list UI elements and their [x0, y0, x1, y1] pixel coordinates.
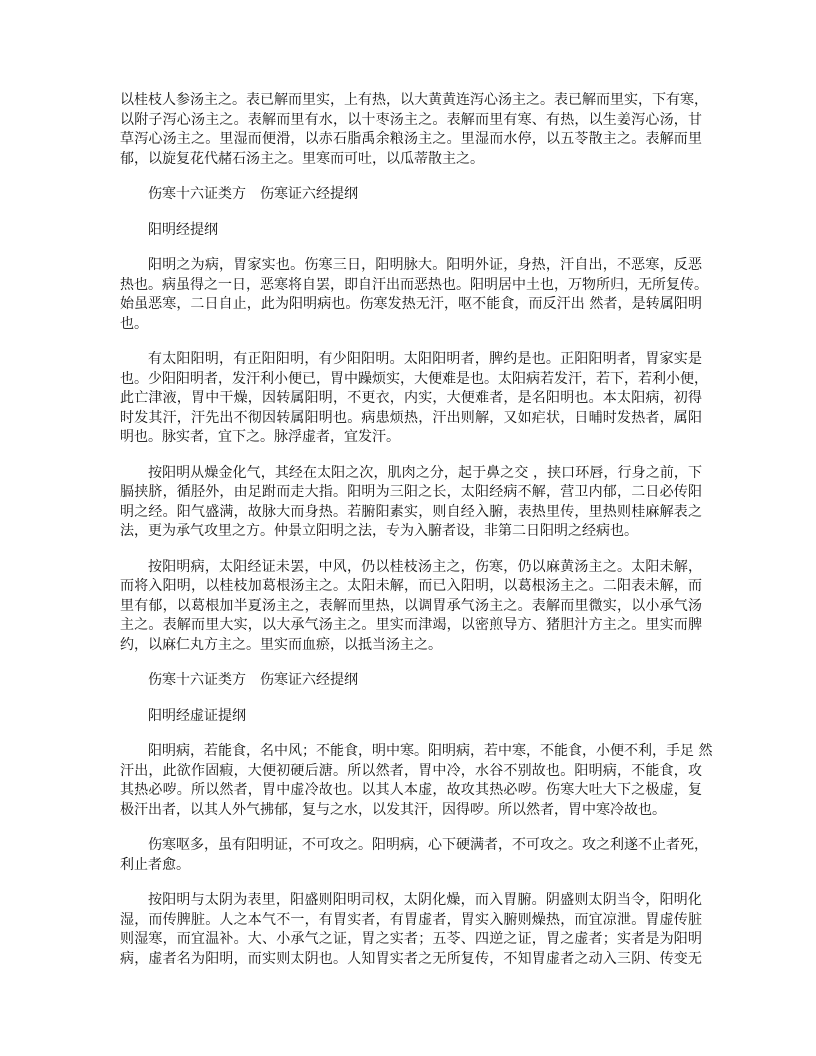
text-line: 则湿寒，而宜温补。大、小承气之证，胃之实者；五苓、四逆之证，胃之虚者；实者是为阳明: [120, 931, 702, 947]
text-line: 主之。表解而里大实，以大承气汤主之。里实而津竭，以密煎导方、猪胆汁方主之。里实而脾: [120, 617, 702, 633]
text-line: 阳明经提纲: [148, 221, 218, 238]
text-line: 始虽恶寒，二日自止，此为阳明病也。伤寒发热无汗，呕不能食，而反汗出 然者，是转属阳明: [120, 296, 702, 312]
text-line: 也。少阳阳明者，发汗利小便已，胃中躁烦实，大便难是也。太阳病若发汗，若下，若利小便，: [120, 370, 708, 387]
body-paragraph: [120, 891, 702, 969]
text-line: 伤寒呕多，虽有阳明证，不可攻之。阳明病，心下硬满者，不可攻之。攻之利遂不止者死，: [148, 837, 708, 853]
text-line: 时发其汗，汗先出不彻因转属阳明也。病患烦热，汗出则解，又如疟状，日晡时发热者，属阳: [120, 409, 702, 426]
body-paragraph: [120, 91, 708, 169]
text-line: 阳明之为病，胃家实也。伤寒三日，阳明脉大。阳明外证，身热，汗自出，不恶寒，反恶: [148, 257, 702, 273]
section-heading: [120, 185, 702, 205]
text-line: 病，虚者名为阳明，而实则太阴也。人知胃实者之无所复传，不知胃虚者之动入三阴、传变无: [120, 950, 702, 967]
section-heading: [120, 221, 702, 241]
text-line: 按阳明与太阴为表里，阳盛则阳明司权，太阴化燥，而入胃腑。阴盛则太阴当令，阳明化: [148, 892, 702, 908]
text-line: 法，更为承气攻里之方。仲景立阳明之法，专为入腑者设，非第二日阳明之经病也。: [120, 523, 638, 539]
text-line: 也。: [120, 315, 148, 332]
text-line: 按阳明病，太阳经证未罢，中风，仍以桂枝汤主之，伤寒，仍以麻黄汤主之。太阳未解，: [148, 558, 702, 575]
text-line: 极汗出者，以其人外气拂郁，复与之水，以发其汗，因得哕。所以然者，胃中寒冷故也。: [120, 801, 666, 818]
text-line: 按阳明从燥金化气，其经在太阳之次，肌肉之分，起于鼻之交 ，挟口环唇，行身之前，下: [148, 464, 702, 481]
text-line: 草泻心汤主之。里湿而便滑，以赤石脂禹余粮汤主之。里湿而水停，以五苓散主之。表解而里: [120, 131, 702, 147]
body-paragraph: [120, 464, 702, 542]
text-line: 其热必哕。所以然者，胃中虚冷故也。以其人本虚，故攻其热必哕。伤寒大吐大下之极虚，复: [120, 782, 702, 798]
section-heading: [120, 707, 702, 727]
body-paragraph: [120, 742, 713, 820]
body-paragraph: [120, 256, 708, 334]
text-line: 汗出，此欲作固瘕，大便初硬后溏。所以然者，胃中冷，水谷不别故也。阳明病，不能食，攻: [120, 762, 702, 779]
body-paragraph: [120, 350, 708, 448]
text-line: 里有郁，以葛根加半夏汤主之，表解而里热，以调胃承气汤主之。表解而里微实，以小承气汤: [120, 597, 702, 614]
text-line: 约，以麻仁丸方主之。里实而血瘀，以抵当汤主之。: [120, 636, 442, 653]
text-line: 明之经。阳气盛满，故脉大而身热。若腑阳素实，则自经入腑，表热里传，里热则桂麻解表之: [120, 503, 702, 520]
section-heading: [120, 671, 702, 691]
text-line: 明也。脉实者，宜下之。脉浮虚者，宜发汗。: [120, 429, 400, 445]
text-line: 膈挟脐，循胫外，由足跗而走大指。阳明为三阳之长，太阳经病不解，营卫内郁，二日必传阳: [120, 484, 702, 500]
text-line: 以附子泻心汤主之。表解而里有水，以十枣汤主之。表解而里有寒、有热，以生姜泻心汤，甘: [120, 111, 702, 128]
text-line: 伤寒十六证类方 伤寒证六经提纲: [148, 672, 358, 688]
text-line: 热也。病虽得之一日，恶寒将自罢，即自汗出而恶热也。阳明居中土也，万物所归，无所复传。: [120, 276, 708, 293]
body-paragraph: [120, 558, 702, 656]
text-line: 此亡津液，胃中干燥，因转属阳明，不更衣，内实，大便难者，是名阳明也。本太阳病，初得: [120, 390, 702, 406]
document-page: [120, 91, 713, 985]
text-line: 阳明病，若能食，名中风；不能食，明中寒。阳明病，若中寒，不能食，小便不利，手足 然: [148, 743, 713, 759]
text-line: 伤寒十六证类方 伤寒证六经提纲: [148, 186, 358, 202]
text-line: 以桂枝人参汤主之。表已解而里实，上有热，以大黄黄连泻心汤主之。表已解而里实，下有寒，: [120, 92, 708, 108]
text-line: 湿，而传脾脏。人之本气不一，有胃实者，有胃虚者，胃实入腑则燥热，而宜凉泄。胃虚传脏: [120, 911, 702, 928]
text-line: 阳明经虚证提纲: [148, 707, 246, 724]
text-line: 而将入阳明，以桂枝加葛根汤主之。太阳未解，而已入阳明，以葛根汤主之。二阳表未解，而: [120, 578, 702, 594]
body-paragraph: [120, 836, 708, 875]
text-line: 有太阳阳明，有正阳阳明，有少阳阳明。太阳阳明者，脾约是也。正阳阳明者，胃家实是: [148, 351, 702, 367]
text-line: 郁，以旋复花代赭石汤主之。里寒而可吐，以瓜蒂散主之。: [120, 150, 484, 167]
text-line: 利止者愈。: [120, 856, 190, 873]
